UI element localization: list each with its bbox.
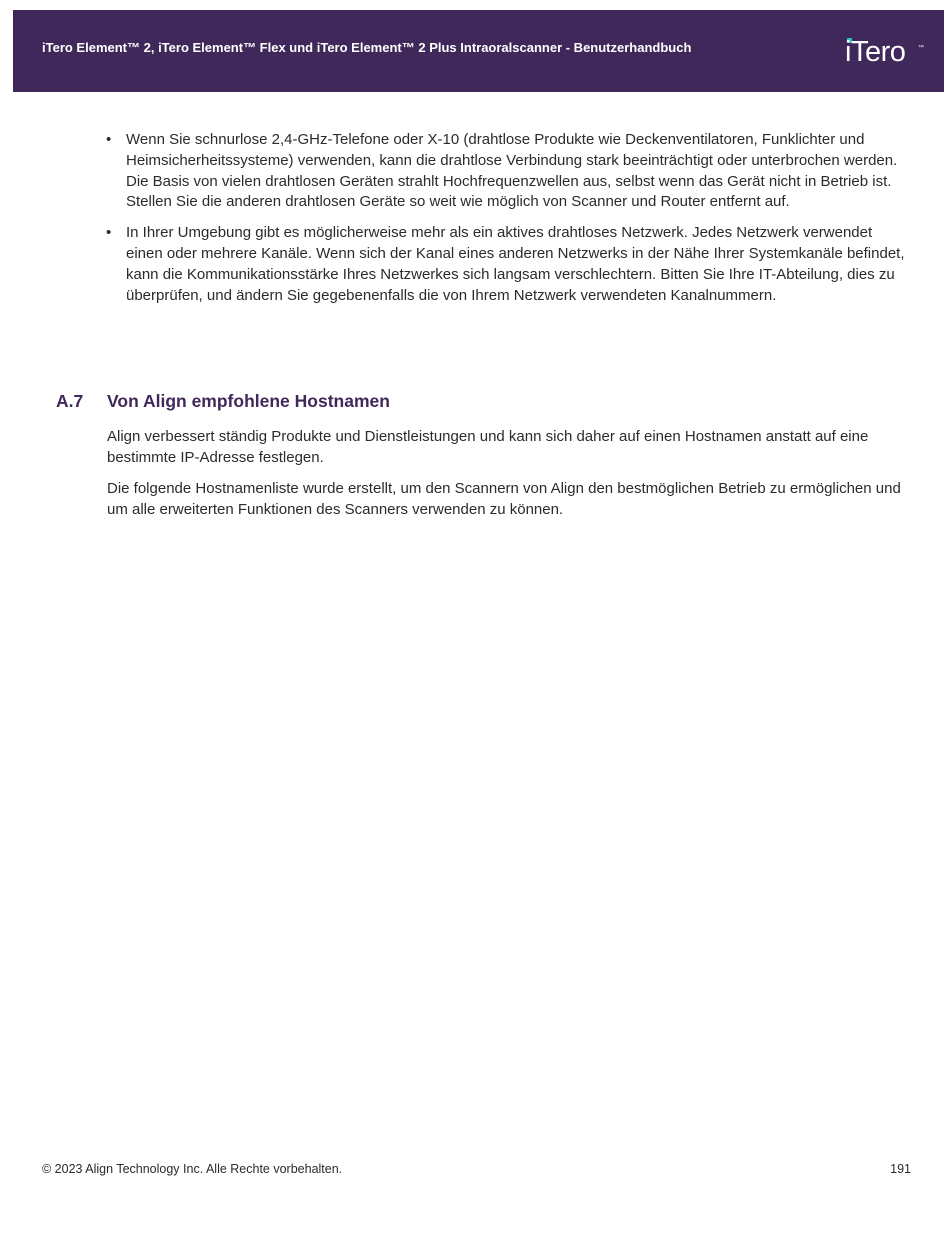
header-title: iTero Element™ 2, iTero Element™ Flex und iTero Element™ 2 Plus Intraoralscanner - Benutzerhandbuch <box>42 40 692 55</box>
section-paragraph: Align verbessert ständig Produkte und Dienstleistungen und kann sich daher auf einen Hostnamen anstatt auf eine bestimmte IP-Adresse festlegen. <box>107 428 869 466</box>
section-title: Von Align empfohlene Hostnamen <box>107 391 390 411</box>
section-paragraph: Die folgende Hostnamenliste wurde erstellt, um den Scannern von Align den bestmöglichen Betrieb zu ermöglichen und um alle erweiterten Funktionen des Scanners verwenden zu können. <box>107 480 901 518</box>
bullet-icon: • <box>106 224 112 242</box>
logo-text: iTero <box>845 36 906 68</box>
section-number: A.7 <box>56 391 84 411</box>
footer-copyright: © 2023 Align Technology Inc. Alle Rechte vorbehalten. <box>42 1162 343 1176</box>
bullet-text: Wenn Sie schnurlose 2,4-GHz-Telefone oder X-10 (drahtlose Produkte wie Deckenventilatoren, Funklichter und Heimsicherheitssysteme) verwenden, kann die drahtlose Verbindung stark beeinträchtigt oder unterbrochen werden. Die Basis von vielen drahtlosen Geräten strahlt Hochfrequenzwellen aus, selbst wenn das Gerät nicht in Betrieb ist. Stellen Sie die anderen drahtlosen Geräte so weit wie möglich von Scanner und Router entfernt auf. <box>126 131 898 211</box>
bullet-list <box>106 130 912 316</box>
list-item <box>106 130 912 213</box>
list-item <box>106 223 912 306</box>
page-number: 191 <box>890 1162 911 1176</box>
page-header <box>13 10 944 92</box>
logo-trademark: ™ <box>918 45 924 51</box>
bullet-icon: • <box>106 131 112 148</box>
bullet-text: In Ihrer Umgebung gibt es möglicherweise mehr als ein aktives drahtloses Netzwerk. Jedes Netzwerk verwendet einen oder mehrere Kanäle. Wenn sich der Kanal eines anderen Netzwerks in der Nähe Ihrer Systemkanäle befindet, kann die Kommunikationsstärke Ihres Netzwerkes sich langsam verschlechtern. Bitten Sie Ihre IT-Abteilung, dies zu überprüfen, und ändern Sie gegebenenfalls die von Ihrem Netzwerk verwendeten Kanalnummern. <box>126 224 905 304</box>
